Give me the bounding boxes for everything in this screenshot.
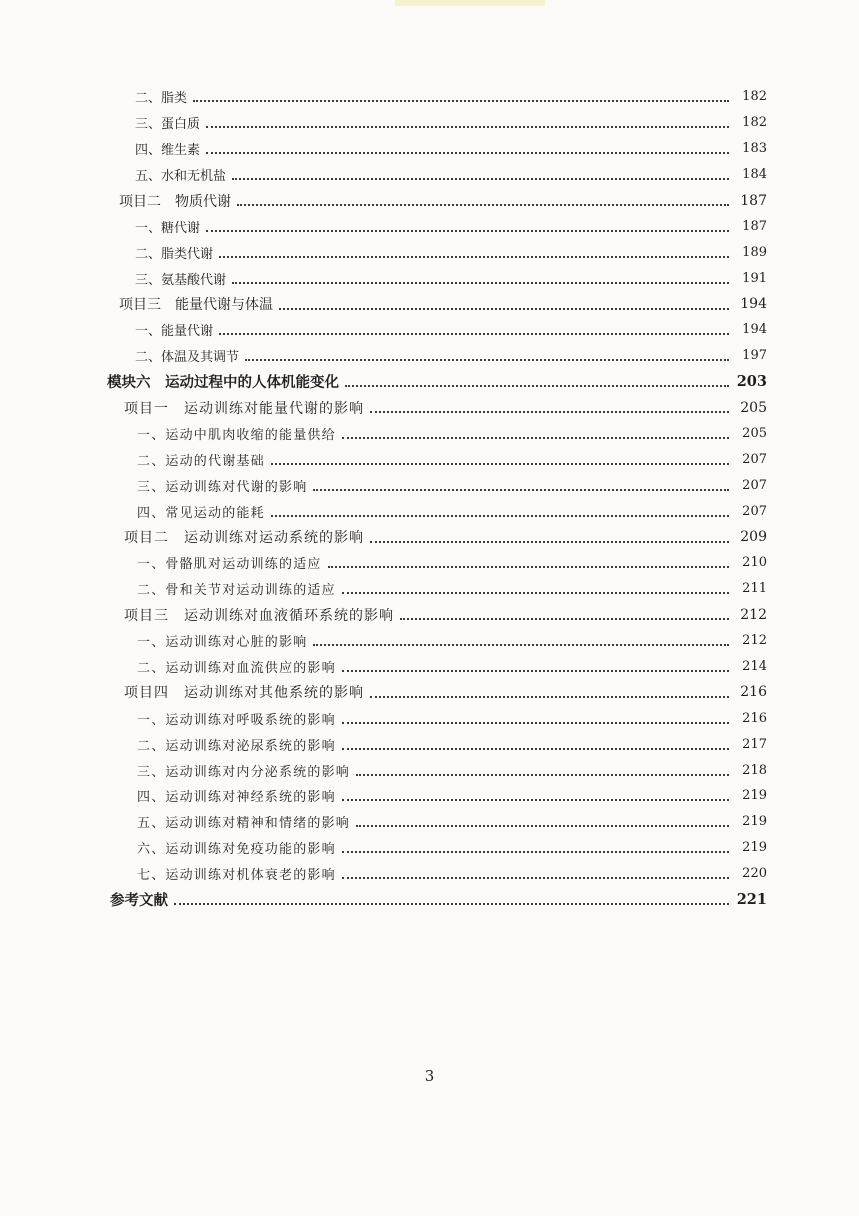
- toc-entry-title: 参考文献: [110, 892, 168, 910]
- toc-entry: [0, 835, 859, 861]
- toc-entry-title: 四、运动训练对神经系统的影响: [137, 790, 336, 806]
- dot-leader: [342, 877, 729, 879]
- toc-entry-page: 189: [742, 244, 767, 260]
- toc-entry: [0, 265, 859, 291]
- toc-entry: [0, 317, 859, 343]
- dot-leader: [400, 618, 729, 620]
- toc-entry: [0, 654, 859, 680]
- toc-entry-title: 项目三 能量代谢与体温: [119, 297, 273, 314]
- toc-entry-title: 一、骨骼肌对运动训练的适应: [137, 557, 322, 573]
- toc-entry: [0, 757, 859, 783]
- dot-leader: [342, 437, 729, 439]
- toc-entry-page: 216: [742, 710, 767, 726]
- toc-entry-page: 183: [742, 141, 767, 157]
- dot-leader: [219, 333, 729, 335]
- toc-entry-title: 三、运动训练对代谢的影响: [137, 479, 308, 495]
- toc-entry-title: 四、常见运动的能耗: [137, 505, 265, 521]
- toc-entry: [0, 136, 859, 162]
- toc-entry: [0, 576, 859, 602]
- dot-leader: [279, 308, 729, 310]
- toc-entry-title: 二、脂类: [135, 91, 188, 107]
- toc-entry-page: 187: [742, 218, 767, 234]
- dot-leader: [345, 385, 729, 387]
- toc-entry-page: 220: [742, 866, 767, 882]
- toc-entry-page: 205: [740, 399, 767, 416]
- toc-entry-page: 211: [742, 581, 767, 597]
- toc-entry-page: 218: [742, 762, 767, 778]
- toc-entry-page: 207: [742, 451, 767, 467]
- toc-entry-title: 七、运动训练对机体衰老的影响: [137, 868, 336, 884]
- toc-entry: [0, 809, 859, 835]
- toc-entry-page: 205: [742, 426, 767, 442]
- toc-entry-page: 219: [742, 840, 767, 856]
- toc-entry-page: 212: [740, 606, 767, 623]
- toc-entry-title: 二、体温及其调节: [135, 350, 240, 366]
- page-number: 3: [424, 1067, 435, 1085]
- toc-entry: [0, 498, 859, 524]
- toc-entry: [0, 84, 859, 110]
- toc-entry-title: 五、运动训练对精神和情绪的影响: [137, 816, 351, 832]
- toc-entry: [0, 239, 859, 265]
- dot-leader: [356, 774, 729, 776]
- toc-entry-title: 模块六 运动过程中的人体机能变化: [107, 374, 339, 392]
- dot-leader: [232, 282, 729, 284]
- toc-entry-title: 项目四 运动训练对其他系统的影响: [124, 685, 364, 702]
- toc-entry-title: 三、运动训练对内分泌系统的影响: [137, 764, 351, 780]
- dot-leader: [232, 178, 729, 180]
- toc-entry-page: 209: [740, 529, 767, 546]
- toc-entry-page: 197: [742, 348, 767, 364]
- toc-entry: [0, 524, 859, 550]
- dot-leader: [174, 903, 729, 905]
- toc-entry-title: 二、运动训练对泌尿系统的影响: [137, 738, 336, 754]
- toc-entry-page: 187: [740, 192, 767, 209]
- toc-entry: [0, 472, 859, 498]
- toc-entry-page: 194: [740, 296, 767, 313]
- dot-leader: [219, 256, 729, 258]
- toc-entry-title: 二、脂类代谢: [135, 246, 214, 262]
- toc-entry-page: 207: [742, 503, 767, 519]
- toc-entry-page: 219: [742, 814, 767, 830]
- dot-leader: [356, 825, 729, 827]
- toc-entry: [0, 291, 859, 317]
- paper-stain: [395, 0, 545, 6]
- toc-entry: [0, 861, 859, 887]
- toc-entry-title: 一、运动训练对呼吸系统的影响: [137, 712, 336, 728]
- dot-leader: [370, 411, 729, 413]
- toc-entry-page: 207: [742, 477, 767, 493]
- toc-entry-title: 项目二 运动训练对运动系统的影响: [124, 530, 364, 547]
- toc-entry-page: 212: [742, 633, 767, 649]
- dot-leader: [245, 359, 729, 361]
- toc-entry-title: 一、能量代谢: [135, 324, 214, 340]
- toc-entry-title: 项目二 物质代谢: [119, 193, 231, 210]
- toc-entry: [0, 343, 859, 369]
- toc-entry-title: 六、运动训练对免疫功能的影响: [137, 842, 336, 858]
- dot-leader: [206, 230, 729, 232]
- dot-leader: [342, 670, 729, 672]
- dot-leader: [313, 644, 729, 646]
- toc-entry-title: 五、水和无机盐: [135, 169, 227, 185]
- dot-leader: [328, 566, 729, 568]
- toc-entry-page: 214: [742, 659, 767, 675]
- dot-leader: [271, 515, 729, 517]
- dot-leader: [313, 489, 729, 491]
- toc-entry-page: 203: [736, 373, 767, 391]
- toc-entry-title: 三、氨基酸代谢: [135, 272, 227, 288]
- toc-entry: [0, 110, 859, 136]
- toc-entry: [0, 783, 859, 809]
- toc-entry: [0, 550, 859, 576]
- toc-entry-page: 194: [742, 322, 767, 338]
- dot-leader: [342, 851, 729, 853]
- toc-entry-title: 一、运动中肌肉收缩的能量供给: [137, 428, 336, 444]
- toc-entry: [0, 369, 859, 395]
- toc-entry: [0, 731, 859, 757]
- toc-entry-page: 210: [742, 555, 767, 571]
- dot-leader: [342, 799, 729, 801]
- toc-entry: [0, 887, 859, 913]
- toc-entry-page: 221: [736, 891, 767, 909]
- toc-entry-title: 四、维生素: [135, 143, 201, 159]
- toc-entry: [0, 395, 859, 421]
- dot-leader: [370, 541, 729, 543]
- toc-entry-title: 三、蛋白质: [135, 117, 201, 133]
- dot-leader: [370, 696, 729, 698]
- toc-entry-title: 二、骨和关节对运动训练的适应: [137, 583, 336, 599]
- toc-entry-title: 二、运动训练对血流供应的影响: [137, 661, 336, 677]
- toc-entry: [0, 628, 859, 654]
- toc-entry-title: 项目三 运动训练对血液循环系统的影响: [124, 607, 394, 624]
- dot-leader: [237, 204, 729, 206]
- toc-entry: [0, 213, 859, 239]
- toc-entry-page: 191: [742, 270, 767, 286]
- dot-leader: [342, 722, 729, 724]
- toc-entry-title: 一、糖代谢: [135, 220, 201, 236]
- toc-entry-page: 217: [742, 736, 767, 752]
- dot-leader: [342, 592, 729, 594]
- toc-entry-page: 184: [742, 167, 767, 183]
- table-of-contents: [0, 84, 859, 913]
- toc-entry: [0, 446, 859, 472]
- toc-entry-page: 219: [742, 788, 767, 804]
- toc-entry-page: 216: [740, 684, 767, 701]
- toc-entry: [0, 162, 859, 188]
- toc-entry-title: 二、运动的代谢基础: [137, 453, 265, 469]
- toc-entry-title: 项目一 运动训练对能量代谢的影响: [124, 400, 364, 417]
- toc-entry: [0, 421, 859, 447]
- toc-entry-page: 182: [742, 115, 767, 131]
- toc-entry-title: 一、运动训练对心脏的影响: [137, 635, 308, 651]
- dot-leader: [206, 152, 729, 154]
- dot-leader: [193, 100, 729, 102]
- toc-entry: [0, 679, 859, 705]
- toc-entry: [0, 705, 859, 731]
- dot-leader: [271, 463, 729, 465]
- toc-entry-page: 182: [742, 89, 767, 105]
- dot-leader: [206, 126, 729, 128]
- dot-leader: [342, 748, 729, 750]
- toc-entry: [0, 188, 859, 214]
- toc-entry: [0, 602, 859, 628]
